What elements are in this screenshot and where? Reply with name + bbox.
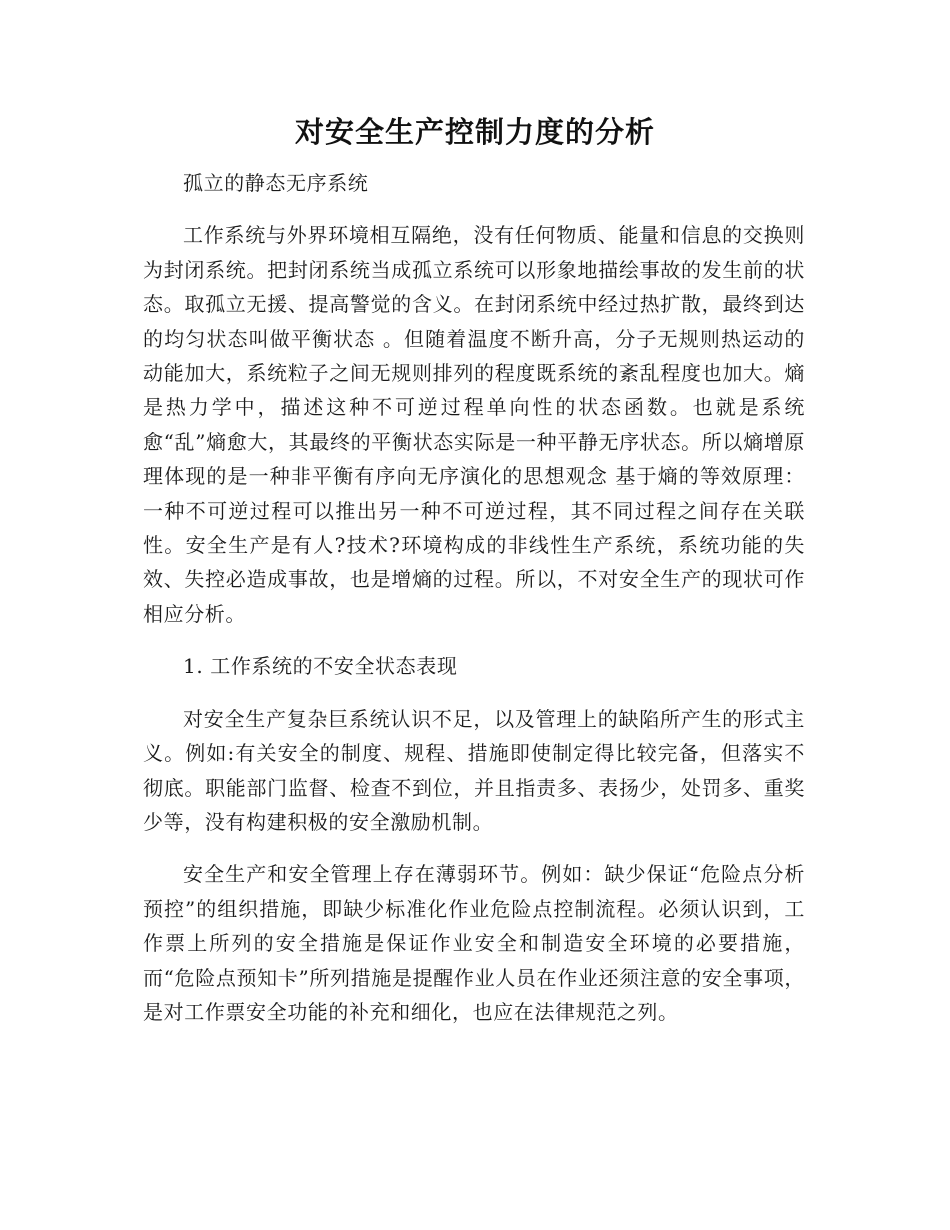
page-title: 对安全生产控制力度的分析 bbox=[294, 115, 655, 149]
paragraph-weak-links: 安全生产和安全管理上存在薄弱环节。例如：缺少保证“危险点分析预控”的组织措施，即缺少标准化作业危险点控制流程。必须认识到，工作票上所列的安全措施是保证作业安全和制造安全环境的必要措施，而“危险点预知卡”所列措施是提醒作业人员在作业还须注意的安全事项，是对工作票安全功能的补充和细化，也应在法律规范之列。 bbox=[143, 862, 805, 1024]
section-heading-unsafe-state: 1. 工作系统的不安全状态表现 bbox=[183, 654, 458, 679]
paragraph-formalism: 对安全生产复杂巨系统认识不足，以及管理上的缺陷所产生的形式主义。例如:有关安全的制度、规程、措施即使制定得比较完备，但落实不彻底。职能部门监督、检查不到位，并且指责多、表扬少，处罚多、重奖少等，没有构建积极的安全激励机制。 bbox=[143, 706, 805, 834]
section-heading-isolated-system: 孤立的静态无序系统 bbox=[183, 171, 369, 195]
document-body bbox=[143, 166, 805, 1029]
paragraph-entropy: 工作系统与外界环境相互隔绝，没有任何物质、能量和信息的交换则为封闭系统。把封闭系统当成孤立系统可以形象地描绘事故的发生前的状态。取孤立无援、提高警觉的含义。在封闭系统中经过热扩散，最终到达的均匀状态叫做平衡状态 。但随着温度不断升高，分子无规则热运动的动能加大，系统粒子之间无规则排列的程度既系统的紊乱程度也加大。熵是热力学中，描述这种不可逆过程单向性的状态函数。也就是系统愈“乱”熵愈大，其最终的平衡状态实际是一种平静无序状态。所以熵增原理体现的是一种非平衡有序向无序演化的思想观念 基于熵的等效原理：一种不可逆过程可以推出另一种不可逆过程，其不同过程之间存在关联性。安全生产是有人?技术?环境构成的非线性生产系统，系统功能的失效、失控必造成事故，也是增熵的过程。所以，不对安全生产的现状可作相应分析。 bbox=[143, 223, 805, 626]
